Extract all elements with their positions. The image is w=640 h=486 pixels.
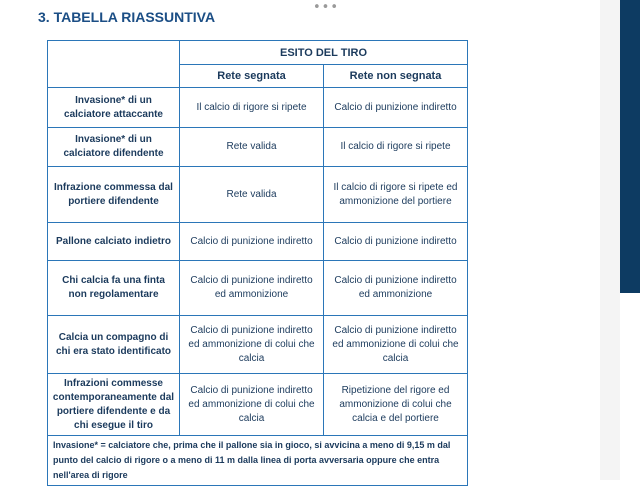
cell-scored: Calcio di punizione indiretto ed ammonizione di colui che calcia	[180, 374, 324, 436]
corner-cell	[48, 41, 180, 88]
table-row	[48, 316, 468, 374]
row-label: Chi calcia fa una finta non regolamentare	[48, 261, 180, 316]
cell-scored: Rete valida	[180, 128, 324, 167]
row-label: Calcia un compagno di chi era stato identificato	[48, 316, 180, 374]
table-row	[48, 167, 468, 223]
cell-scored: Calcio di punizione indiretto ed ammonizione di colui che calcia	[180, 316, 324, 374]
cell-scored: Calcio di punizione indiretto ed ammonizione	[180, 261, 324, 316]
side-panel	[620, 0, 640, 293]
side-strip	[600, 0, 620, 480]
row-label: Infrazione commessa dal portiere difendente	[48, 167, 180, 223]
row-label: Invasione* di un calciatore difendente	[48, 128, 180, 167]
cell-scored: Il calcio di rigore si ripete	[180, 88, 324, 128]
row-label: Infrazioni commesse contemporaneamente dal portiere difendente e da chi esegue il tiro	[48, 374, 180, 436]
more-options-icon[interactable]: •••	[313, 0, 340, 15]
table-row	[48, 88, 468, 128]
table-row	[48, 261, 468, 316]
cell-not-scored: Calcio di punizione indiretto ed ammonizione di colui che calcia	[324, 316, 468, 374]
cell-not-scored: Ripetizione del rigore ed ammonizione di colui che calcia e del portiere	[324, 374, 468, 436]
footnote: Invasione* = calciatore che, prima che il pallone sia in gioco, si avvicina a meno di 9,15 m dal punto del calcio di rigore o a meno di 11 m dalla linea di porta avversaria oppure che entra nell'area di rigore	[48, 436, 468, 486]
column-header-not-scored: Rete non segnata	[324, 65, 468, 88]
cell-not-scored: Calcio di punizione indiretto ed ammonizione	[324, 261, 468, 316]
footnote-row	[48, 436, 468, 486]
table-row	[48, 128, 468, 167]
cell-not-scored: Il calcio di rigore si ripete ed ammonizione del portiere	[324, 167, 468, 223]
group-header: ESITO DEL TIRO	[180, 41, 468, 65]
cell-not-scored: Calcio di punizione indiretto	[324, 88, 468, 128]
row-label: Invasione* di un calciatore attaccante	[48, 88, 180, 128]
column-header-scored: Rete segnata	[180, 65, 324, 88]
section-title: 3. TABELLA RIASSUNTIVA	[38, 9, 216, 25]
cell-not-scored: Il calcio di rigore si ripete	[324, 128, 468, 167]
row-label: Pallone calciato indietro	[48, 223, 180, 261]
summary-table	[47, 40, 468, 486]
table-row	[48, 374, 468, 436]
cell-not-scored: Calcio di punizione indiretto	[324, 223, 468, 261]
cell-scored: Calcio di punizione indiretto	[180, 223, 324, 261]
table-row	[48, 223, 468, 261]
cell-scored: Rete valida	[180, 167, 324, 223]
